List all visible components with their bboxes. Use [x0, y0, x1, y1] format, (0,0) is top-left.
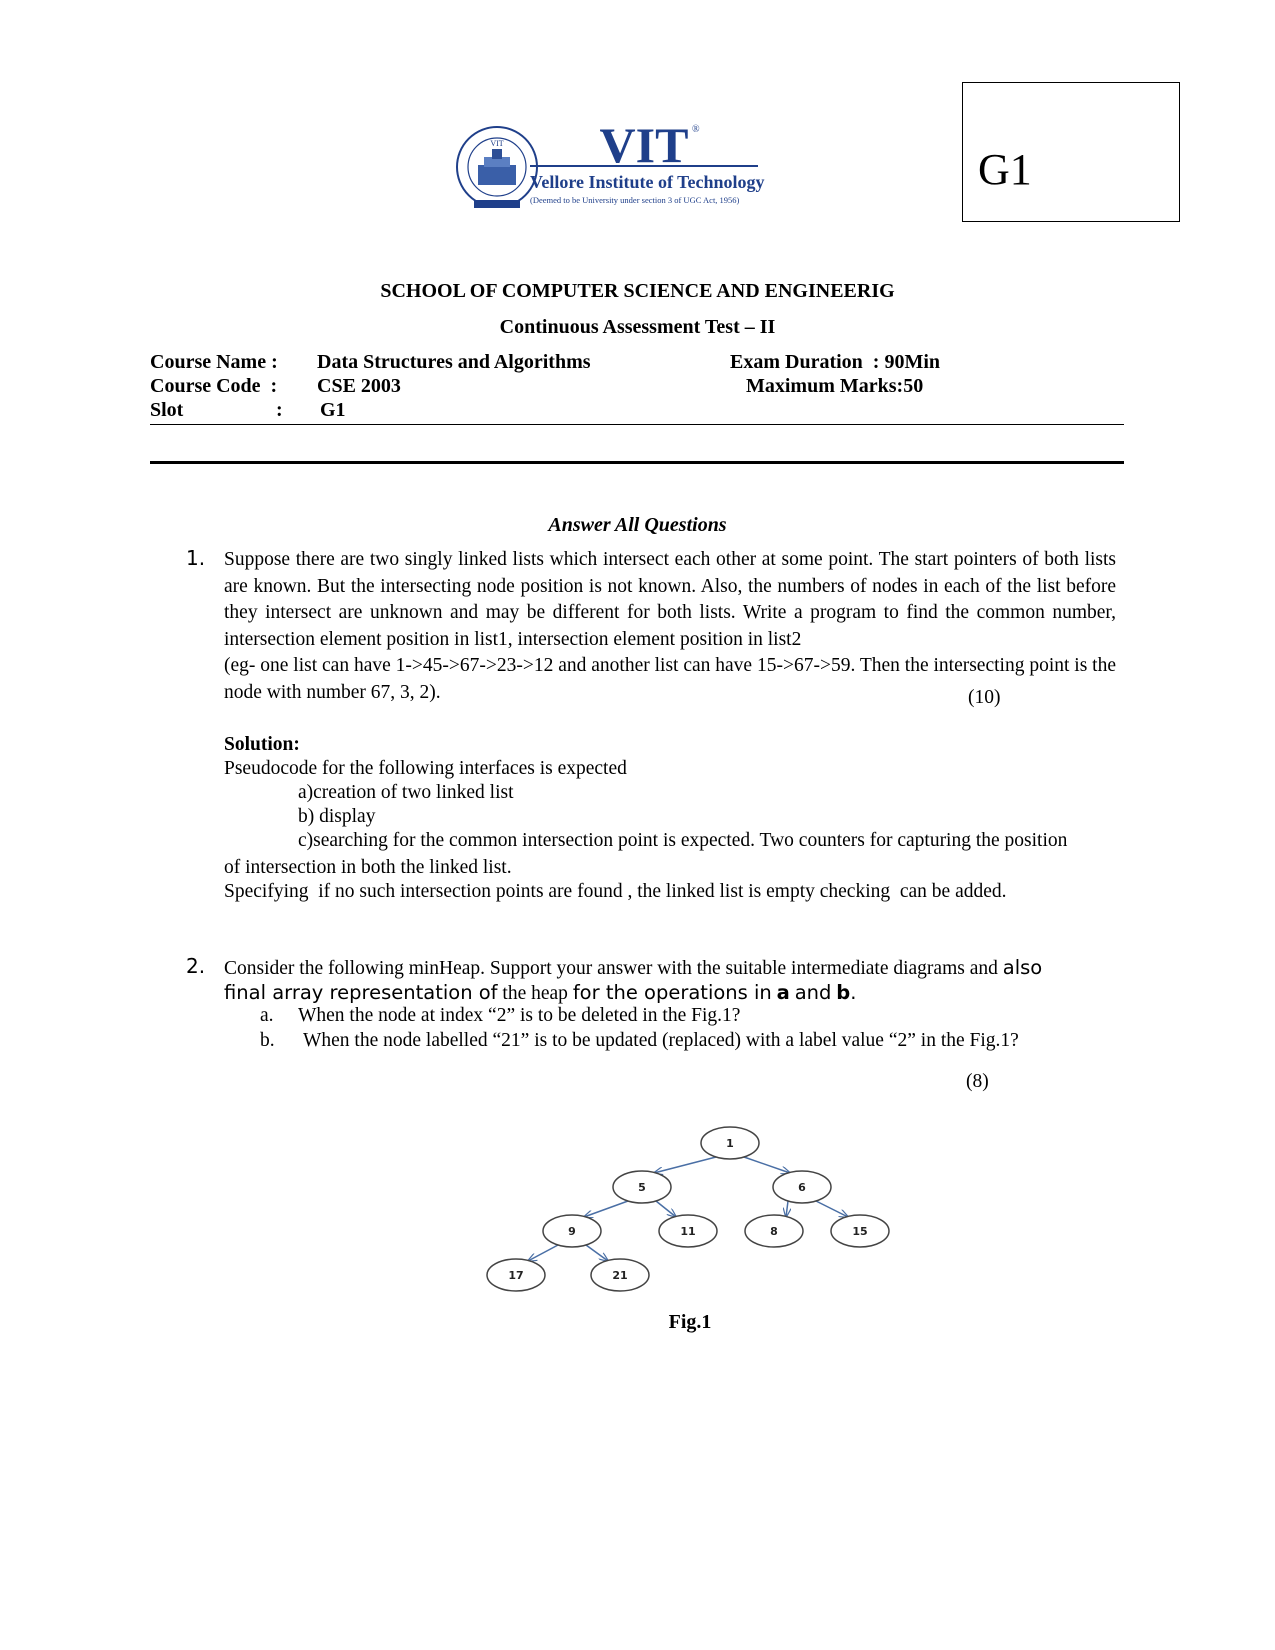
solution-b: b) display [298, 806, 376, 827]
heap-node-label: 21 [612, 1269, 628, 1282]
instructions: Answer All Questions [548, 514, 727, 536]
heap-edge-6-15 [816, 1201, 848, 1217]
q2-a-label: a. [260, 1005, 274, 1026]
heap-node-8 [745, 1215, 803, 1247]
heap-node-label: 11 [680, 1225, 696, 1238]
heap-node-6 [773, 1171, 831, 1203]
heap-node-label: 9 [568, 1225, 576, 1238]
course-name-value: Data Structures and Algorithms [317, 351, 591, 373]
heap-node-21 [591, 1259, 649, 1291]
heap-edge-5-11 [656, 1201, 676, 1217]
q2-bold-b: b [836, 981, 851, 1004]
school-title: SCHOOL OF COMPUTER SCIENCE AND ENGINEERIG [380, 280, 895, 302]
q1-number: 1. [186, 546, 206, 570]
vit-seal-icon [454, 120, 794, 220]
header-rule-thick [150, 461, 1124, 464]
heap-node-label: 6 [798, 1181, 806, 1194]
heap-node-label: 8 [770, 1225, 778, 1238]
q2-marks: (8) [966, 1071, 989, 1092]
heap-node-17 [487, 1259, 545, 1291]
q2-and: and [794, 981, 832, 1004]
heap-edge-1-6 [744, 1157, 790, 1173]
heap-node-15 [831, 1215, 889, 1247]
heap-edge-9-17 [528, 1245, 558, 1261]
heap-node-1 [701, 1127, 759, 1159]
solution-note: Specifying if no such intersection points are found , the linked list is empty checking can be added. [224, 881, 1007, 902]
course-code-label: Course Code : [150, 375, 278, 397]
institute-name: Vellore Institute of Technology [530, 172, 765, 192]
q2-bold-a: a [776, 981, 790, 1004]
seal-text: VIT [490, 139, 504, 148]
min-heap-diagram [470, 1125, 910, 1305]
slot-value: G1 [320, 399, 346, 421]
heap-node-11 [659, 1215, 717, 1247]
slot-box-text: G1 [978, 145, 1032, 194]
solution-c-line2: of intersection in both the linked list. [224, 857, 512, 878]
q2-line2-part2: for the operations in [572, 981, 772, 1004]
q1-example: (eg- one list can have 1->45->67->23->12 and another list can have 15->67->59. Then the intersecting point is the node with number 67, 3, 2). [224, 655, 1116, 703]
heap-node-label: 15 [852, 1225, 868, 1238]
heap-node-5 [613, 1171, 671, 1203]
heap-node-label: 1 [726, 1137, 734, 1150]
course-code-value: CSE 2003 [317, 375, 401, 397]
solution-heading: Solution: [224, 734, 300, 755]
heap-node-label: 5 [638, 1181, 646, 1194]
test-title: Continuous Assessment Test – II [499, 316, 776, 338]
heap-node-label: 17 [508, 1269, 524, 1282]
institute-tagline: (Deemed to be University under section 3 of UGC Act, 1956) [530, 195, 740, 205]
q2-a-text: When the node at index “2” is to be deleted in the Fig.1? [298, 1005, 741, 1026]
solution-intro: Pseudocode for the following interfaces is expected [224, 758, 627, 779]
solution-a: a)creation of two linked list [298, 782, 514, 803]
header-rule [150, 424, 1124, 425]
registered-mark: ® [692, 124, 700, 135]
exam-duration: Exam Duration : 90Min [730, 351, 940, 373]
maximum-marks: Maximum Marks:50 [746, 375, 924, 397]
q2-line2 [224, 981, 856, 1006]
q2-line2-part1: final array representation of [224, 981, 498, 1004]
vit-logo [454, 120, 794, 220]
heap-edge-6-8 [786, 1201, 788, 1217]
heap-edge-9-21 [586, 1245, 608, 1261]
q2-line2-heap: the heap [502, 983, 568, 1004]
solution-c-line1: c)searching for the common intersection point is expected. Two counters for capturing the position [298, 830, 1068, 851]
figure-label: Fig.1 [668, 1311, 712, 1333]
q2-b-label: b. [260, 1030, 275, 1051]
q2-line1-also: also [1002, 956, 1043, 979]
q1-marks: (10) [968, 687, 1001, 708]
q2-b-text: When the node labelled “21” is to be updated (replaced) with a label value “2” in the Fig.1? [303, 1030, 1019, 1051]
q2-period: . [850, 981, 857, 1004]
slot-label: Slot [150, 399, 184, 421]
heap-node-9 [543, 1215, 601, 1247]
q2-number: 2. [186, 954, 206, 978]
heap-edge-5-9 [584, 1201, 628, 1217]
heap-edge-1-5 [654, 1157, 716, 1173]
q1-body: Suppose there are two singly linked lists which intersect each other at some point. The start pointers of both lists are known. But the intersecting node position is not known. Also, the numbers of nodes in each of the list before they intersect are unknown and may be different for both lists. Write a program to find the common number, intersection element position in list1, intersection element position in list2 [224, 549, 1116, 650]
vit-wordmark: VIT [599, 120, 689, 173]
q2-line1-text: Consider the following minHeap. Support your answer with the suitable intermediate diagrams and [224, 958, 998, 979]
q2-line1 [224, 956, 1042, 981]
course-name-label: Course Name : [150, 351, 278, 373]
q1-text [224, 547, 1116, 706]
slot-colon: : [276, 399, 283, 421]
